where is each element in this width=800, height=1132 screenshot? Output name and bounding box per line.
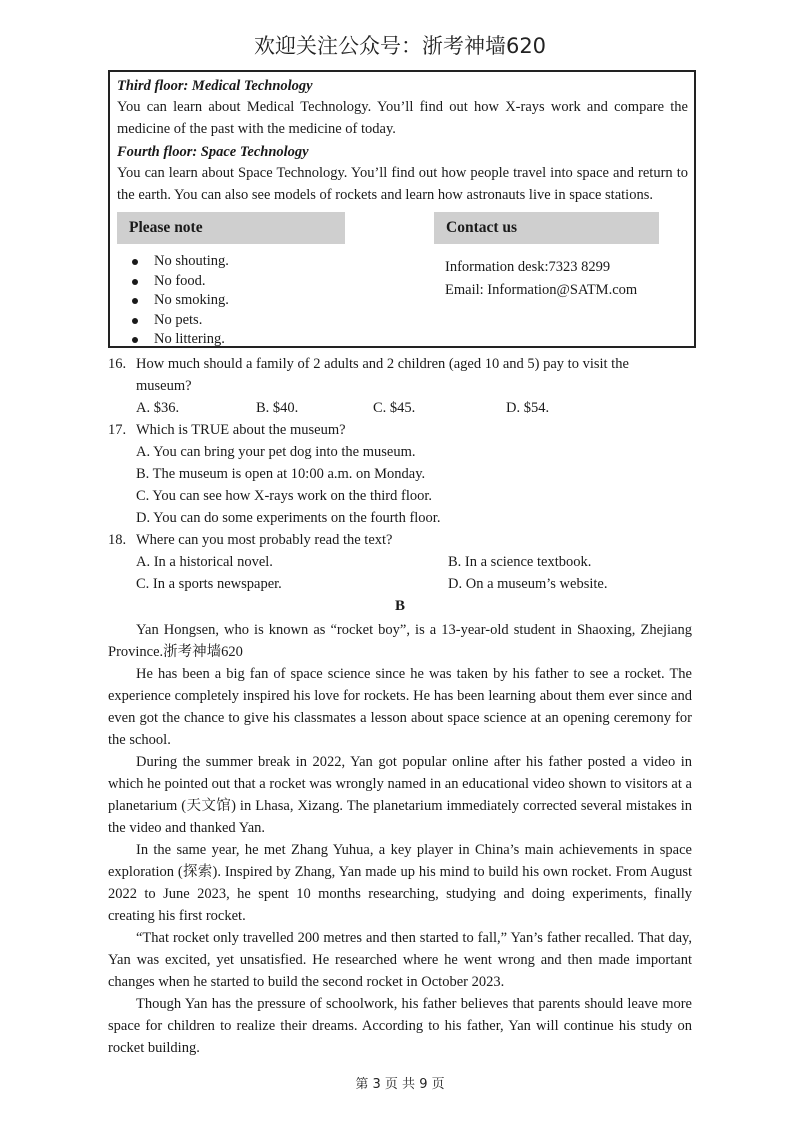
museum-rules-list [128,252,229,350]
option-d: D. $54. [506,400,550,416]
question-16 [108,353,708,397]
contact-phone: Information desk:7323 8299 [445,259,611,275]
question-17 [108,419,708,529]
option-a: A. In a historical novel. [136,554,273,570]
fourth-floor-description: You can learn about Space Technology. You’ll find out how people travel into space and return to the earth. You can also see models of rockets and learn how astronauts live in space stations. [117,165,688,203]
option-b: B. The museum is open at 10:00 a.m. on Monday. [136,466,426,482]
option-d: D. On a museum’s website. [448,576,608,592]
option-b: B. $40. [256,400,299,416]
option-c: C. In a sports newspaper. [136,576,282,592]
rule-item: No smoking. [128,291,229,311]
page-header-title: 欢迎关注公众号：浙考神墙620 [253,34,547,58]
option-c: C. $45. [373,400,416,416]
third-floor-title: Third floor: Medical Technology [117,78,313,94]
question-stem: Where can you most probably read the text? [136,532,393,548]
please-note-header: Please note [117,212,345,244]
passage-paragraph: “That rocket only travelled 200 metres and then started to fall,” Yan’s father recalled. That day, Yan was excited, yet unsatisfied. He researched where he went wrong and then made important changes when he started to build the second rocket in October 2023. [108,930,692,990]
option-b: B. In a science textbook. [448,554,592,570]
passage-paragraph: During the summer break in 2022, Yan got popular online after his father posted a video in which he pointed out that a rocket was wrongly named in an educational video shown to visitors at a planetarium (天文馆) in Lhasa, Xizang. The planetarium immediately corrected several mistakes in the video and thanked Yan. [108,754,692,836]
page-footer: 第 3 页 共 9 页 [355,1077,445,1092]
question-number: 18. [108,532,127,548]
question-stem-continued: museum? [136,378,192,394]
rule-item: No shouting. [128,252,229,272]
section-b-heading: B [394,598,405,614]
contact-email: Email: Information@SATM.com [445,282,638,298]
passage-b [108,619,692,1059]
option-c: C. You can see how X-rays work on the third floor. [136,488,433,504]
question-number: 17. [108,422,127,438]
contact-info [445,256,637,302]
passage-paragraph: Yan Hongsen, who is known as “rocket boy”, is a 13-year-old student in Shaoxing, Zhejiang Province.浙考神墙620 [108,622,692,660]
fourth-floor-title: Fourth floor: Space Technology [117,144,309,160]
question-number: 16. [108,356,127,372]
museum-info-box [108,70,696,348]
passage-paragraph: In the same year, he met Zhang Yuhua, a key player in China’s main achievements in space exploration (探索). Inspired by Zhang, Yan made up his mind to build his own rocket. From August 2022 to June 2023, he spent 10 months researching, studying and doing experiments, finally creating his first rocket. [108,842,692,924]
option-a: A. $36. [136,400,180,416]
option-a: A. You can bring your pet dog into the museum. [136,444,416,460]
rule-item: No food. [128,272,229,292]
passage-paragraph: He has been a big fan of space science since he was taken by his father to see a rocket. The experience completely inspired his love for rockets. He has been learning about them ever since and even got the chance to give his classmates a lesson about space science at an opening ceremony for the school. [108,666,692,748]
question-18 [108,529,708,551]
question-stem: How much should a family of 2 adults and 2 children (aged 10 and 5) pay to visit the [136,356,629,372]
rule-item: No pets. [128,311,229,331]
rule-item: No littering. [128,330,229,350]
contact-us-header: Contact us [434,212,659,244]
option-d: D. You can do some experiments on the fourth floor. [136,510,441,526]
question-stem: Which is TRUE about the museum? [136,422,346,438]
third-floor-description: You can learn about Medical Technology. You’ll find out how X-rays work and compare the medicine of the past with the medicine of today. [117,99,688,137]
passage-paragraph: Though Yan has the pressure of schoolwork, his father believes that parents should leave more space for children to realize their dreams. According to his father, Yan will continue his study on rocket building. [108,996,692,1056]
